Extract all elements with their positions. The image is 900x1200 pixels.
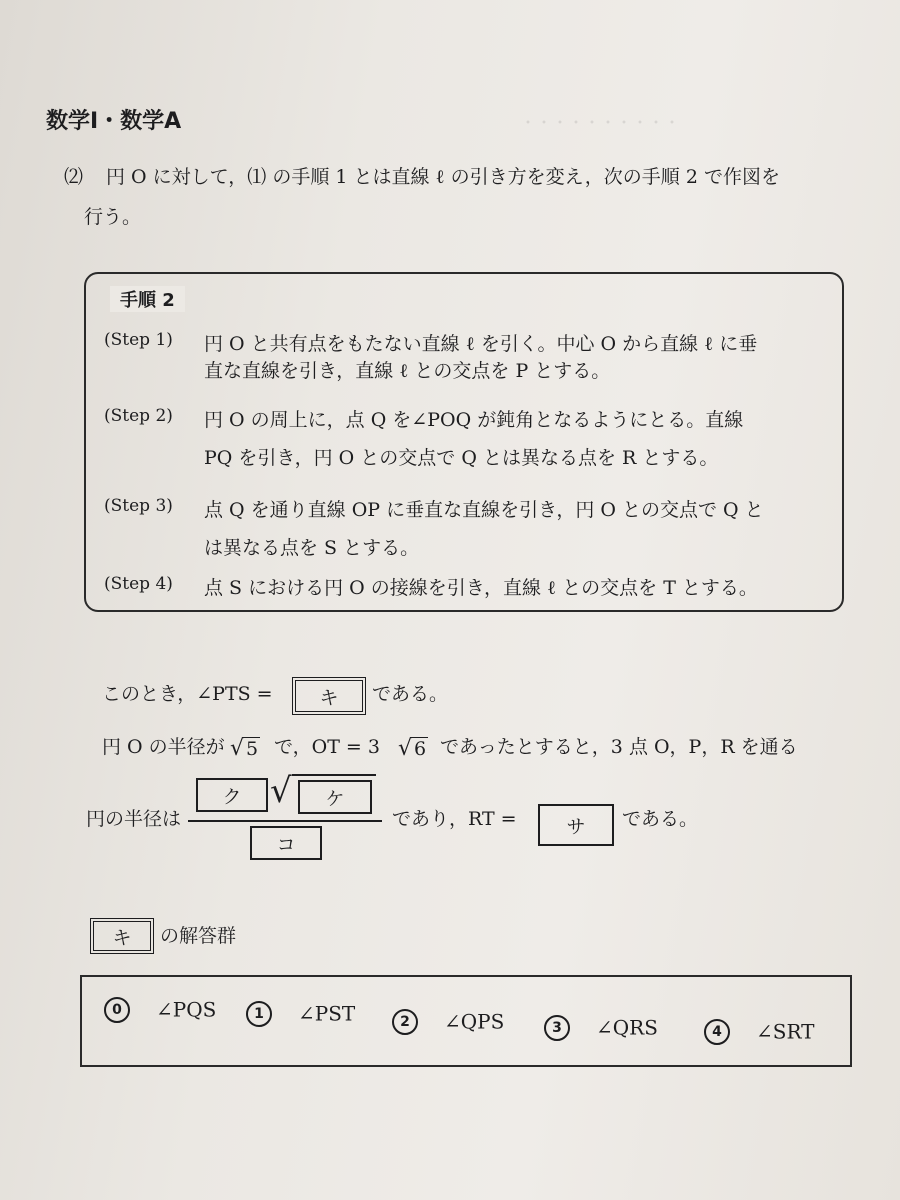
choice-1[interactable] [246,1000,355,1027]
answer-box-ko[interactable] [250,826,322,860]
sqrt-6-value: 6 [414,738,427,760]
answer-box-ku-label: ク [222,785,242,808]
step-4-label: (Step 4) [104,574,173,594]
show-through-text: ・・・・・・・・・・ [520,113,681,132]
answer-box-sa-label: サ [566,815,586,838]
choice-0-text: ∠PQS [156,997,217,1022]
answer-box-ke[interactable] [298,780,372,814]
choice-2-text: ∠QPS [444,1009,505,1034]
sqrt-5: √ 5 [230,736,259,761]
answer-group-ki-box [90,918,154,954]
step-2-line2: PQ を引き，円 O との交点で Q とは異なる点を R とする。 [204,447,719,469]
page-title: 数学Ⅰ・数学A [46,109,182,134]
choice-1-text: ∠PST [298,1001,356,1026]
choice-3-text: ∠QRS [596,1015,658,1040]
problem-intro-line2: 行う。 [84,206,142,228]
choice-2-number: 2 [392,1009,418,1035]
step-2-label: (Step 2) [104,406,173,426]
procedure-box [84,272,844,612]
sqrt-5-value: 5 [246,738,259,760]
sqrt-sign: √ [270,771,292,811]
choice-1-number: 1 [246,1001,272,1027]
choice-0-number: 0 [104,997,130,1023]
question-ki-suffix: である。 [372,683,449,705]
choice-0[interactable] [104,996,216,1023]
fraction-line [188,820,382,822]
step-2-line1: 円 O の周上に，点 Q を∠POQ が鈍角となるようにとる。直線 [204,409,744,431]
choice-3-number: 3 [544,1015,570,1041]
choice-3[interactable] [544,1014,658,1041]
answer-box-sa[interactable] [538,804,614,846]
step-3-line1: 点 Q を通り直線 OP に垂直な直線を引き，円 O との交点で Q と [204,499,764,521]
procedure-title: 手順 2 [110,286,185,312]
radius-text-part2: で，OT = 3 [274,736,380,758]
step-3-label: (Step 3) [104,496,173,516]
answer-group-title: の解答群 [160,925,237,947]
choice-4[interactable] [704,1018,815,1045]
sqrt-6: √ 6 [398,736,427,761]
choice-4-number: 4 [704,1019,730,1045]
answer-box-ke-label: ケ [325,787,345,810]
sqrt-vinculum [292,774,376,776]
rt-suffix: である。 [622,808,699,830]
problem-intro-line1: 円 O に対して，⑴ の手順 1 とは直線 ℓ の引き方を変え，次の手順 2 で作図を [106,166,780,188]
radius-text-part1: 円 O の半径が [102,736,225,758]
problem-number: ⑵ [64,166,84,188]
question-ki-text: このとき，∠PTS = [102,683,273,705]
step-3-line2: は異なる点を S とする。 [204,537,420,559]
choice-4-text: ∠SRT [756,1019,815,1044]
answer-box-ki[interactable] [292,677,366,715]
rt-text: であり，RT = [392,808,517,830]
radius-text-part3: であったとすると，3 点 O，P，R を通る [440,736,798,758]
choice-2[interactable] [392,1008,504,1035]
answer-box-ki-label: キ [319,686,339,709]
step-1-label: (Step 1) [104,330,173,350]
answer-box-ku[interactable] [196,778,268,812]
step-4-line1: 点 S における円 O の接線を引き，直線 ℓ との交点を T とする。 [204,577,758,599]
answer-box-ko-label: コ [276,833,296,856]
answer-group-ki-label: キ [112,926,132,949]
circle-radius-label: 円の半径は [86,808,182,830]
step-1-line2: 直な直線を引き，直線 ℓ との交点を P とする。 [204,360,611,382]
step-1-line1: 円 O と共有点をもたない直線 ℓ を引く。中心 O から直線 ℓ に垂 [204,333,758,355]
